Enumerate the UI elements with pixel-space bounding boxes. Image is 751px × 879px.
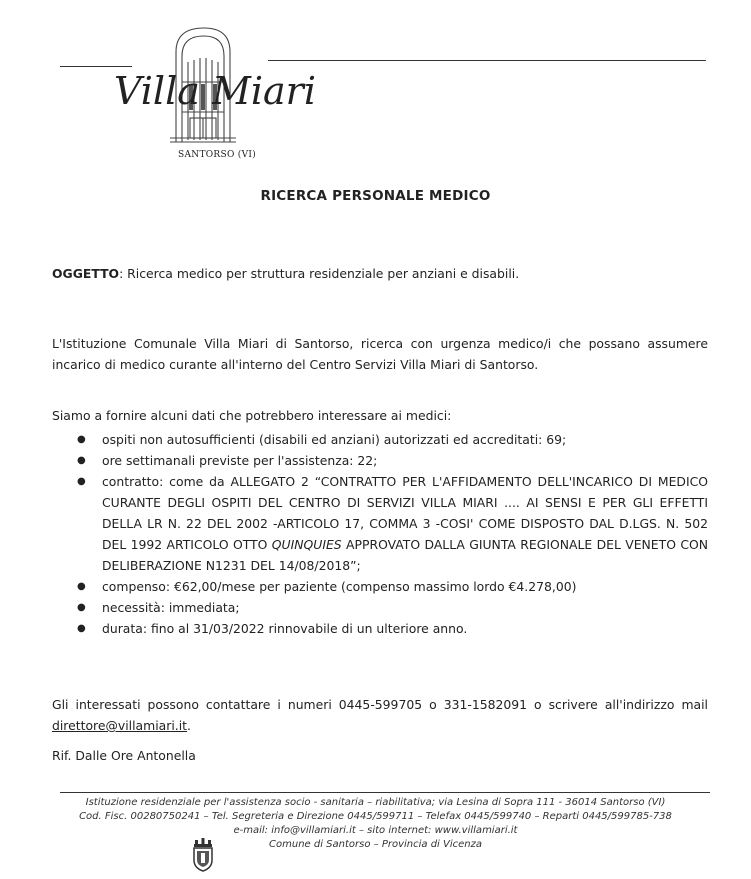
logo-place: SANTORSO (VI) <box>178 150 257 160</box>
email-link[interactable]: direttore@villamiari.it <box>52 718 188 733</box>
footer-contacts: e-mail: info@villamiari.it – sito internet: www.villamiari.it <box>233 825 518 836</box>
footer-rule <box>60 792 710 793</box>
data-intro: Siamo a fornire alcuni dati che potrebbero interessare ai medici: <box>52 408 452 423</box>
list-item: ● durata: fino al 31/03/2022 rinnovabile di un ulteriore anno. <box>77 621 468 636</box>
list-item: ● contratto: come da ALLEGATO 2 “CONTRATTO PER L'AFFIDAMENTO DELL'INCARICO DI MEDICO CURANTE DEGLI OSPITI DEL CENTRO DI SERVIZI VILLA MIARI .... AI SENSI E PER GLI EFFETTI DELLA LR N. 22 DEL 2002 -ARTICOLO 17, COMMA 3 -COSI' COME DISPOSTO DAL D.LGS. N. 502 DEL 1992 ARTICOLO OTTO QUINQUIES APPROVATO DALLA GIUNTA REGIONALE DEL VENETO CON DELIBERAZIONE N1231 DEL 14/08/2018”; <box>77 474 708 573</box>
logo-script-text: Villa Miari <box>114 69 316 113</box>
header-rule-right <box>268 60 706 61</box>
villa-miari-logo <box>106 22 316 146</box>
footer-phones: Cod. Fisc. 00280750241 – Tel. Segreteria e Direzione 0445/599711 – Telefax 0445/599740 – Reparti 0445/599785-738 <box>79 811 672 822</box>
oggetto-line <box>52 263 708 284</box>
municipal-crest-icon <box>192 838 214 872</box>
oggetto-label: OGGETTO <box>52 266 120 281</box>
list-item: ● compenso: €62,00/mese per paziente (compenso massimo lordo €4.278,00) <box>77 579 577 594</box>
footer <box>0 796 751 852</box>
contact-paragraph: Gli interessati possono contattare i numeri 0445-599705 o 331-1582091 o scrivere all'indirizzo mail direttore@villamiari.it. <box>52 697 708 733</box>
intro-paragraph: L'Istituzione Comunale Villa Miari di Santorso, ricerca con urgenza medico/i che possano assumere incarico di medico curante all'interno del Centro Servizi Villa Miari di Santorso. <box>52 336 708 372</box>
document-title: RICERCA PERSONALE MEDICO <box>260 188 491 204</box>
list-item: ● ospiti non autosufficienti (disabili ed anziani) autorizzati ed accreditati: 69; <box>77 432 567 447</box>
list-item: ● ore settimanali previste per l'assistenza: 22; <box>77 453 378 468</box>
footer-address: Istituzione residenziale per l'assistenza socio - sanitaria – riabilitativa; via Lesina di Sopra 111 - 36014 Santorso (VI) <box>85 797 666 808</box>
footer-municipality: Comune di Santorso – Provincia di Vicenza <box>269 839 482 850</box>
requirements-list <box>52 429 708 639</box>
list-item: ● necessità: immediata; <box>77 600 240 615</box>
oggetto-text: : Ricerca medico per struttura residenziale per anziani e disabili. <box>119 266 520 281</box>
reference-line: Rif. Dalle Ore Antonella <box>52 748 196 763</box>
quinquies-italic: QUINQUIES <box>271 537 342 552</box>
